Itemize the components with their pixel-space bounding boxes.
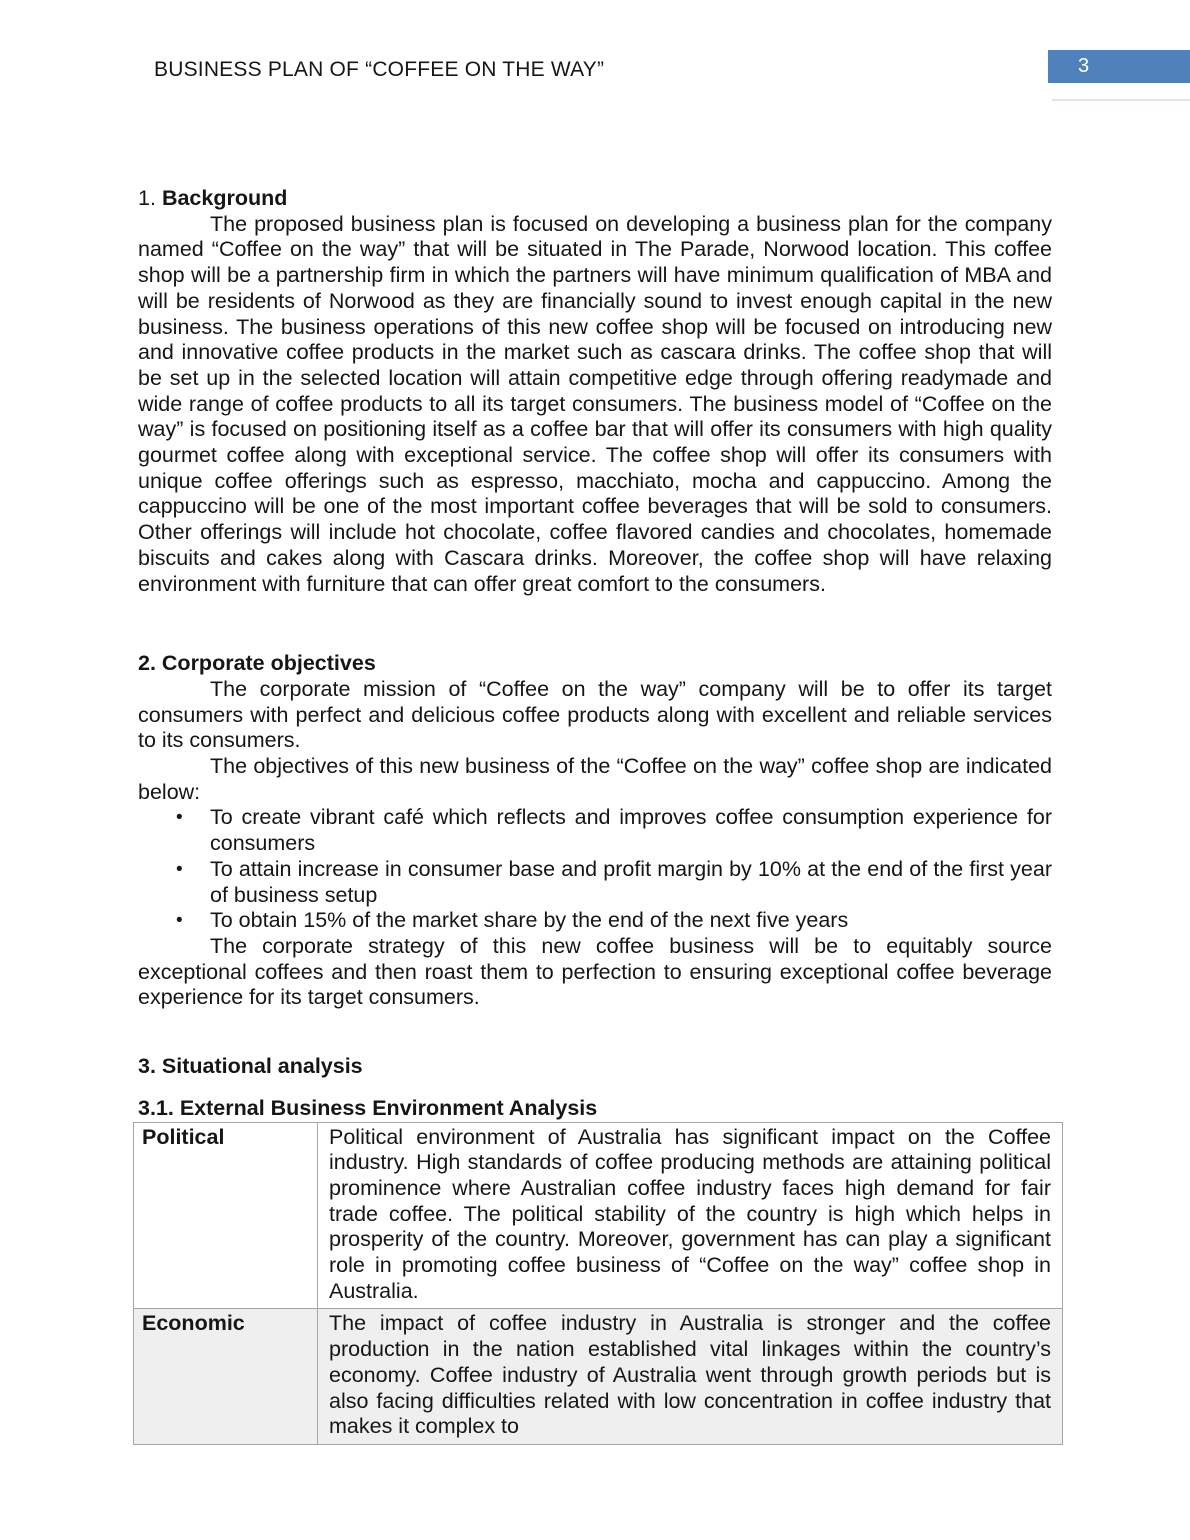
external-environment-table [133, 1122, 1063, 1445]
table-row [134, 1122, 1063, 1309]
corporate-mission-paragraph: The corporate mission of “Coffee on the way” company will be to offer its target consumers with perfect and delicious coffee products along with excellent and reliable services to its consumers. [138, 676, 1052, 753]
table-row-label: Political [134, 1122, 318, 1309]
objective-text: To create vibrant café which reflects and improves coffee consumption experience for consumers [210, 805, 1052, 856]
objective-text: To obtain 15% of the market share by the end of the next five years [210, 908, 849, 933]
page-number: 3 [1078, 55, 1090, 77]
table-row [134, 1309, 1063, 1445]
section-heading-corporate-objectives: 2. Corporate objectives [138, 651, 376, 676]
subsection-heading-external-analysis: 3.1. External Business Environment Analysis [138, 1095, 598, 1120]
objectives-intro-paragraph: The objectives of this new business of the “Coffee on the way” coffee shop are indicated below: [138, 754, 1052, 804]
section-number: 1. [138, 186, 156, 210]
bullet-icon: • [176, 910, 183, 932]
header-rule [1052, 99, 1190, 101]
document-body [138, 186, 1052, 1445]
page-number-badge [1048, 50, 1190, 83]
corporate-strategy-paragraph: The corporate strategy of this new coffee business will be to equitably source exceptional coffees and then roast them to perfection to ensuring exceptional coffee beverage experience for its target consumers. [138, 933, 1052, 1010]
header-title: BUSINESS PLAN OF “COFFEE ON THE WAY” [154, 58, 605, 81]
table-row-text: The impact of coffee industry in Australia is stronger and the coffee production in the nation established vital linkages within the country’s economy. Coffee industry of Australia went through growth periods but is also facing difficulties related with low concentration in coffee industry that makes it complex to [318, 1309, 1063, 1445]
section-title: Background [161, 186, 288, 210]
list-item [176, 857, 1052, 908]
objective-text: To attain increase in consumer base and profit margin by 10% at the end of the first year of business setup [210, 856, 1052, 907]
list-item [176, 908, 1052, 934]
bullet-icon: • [176, 858, 183, 880]
bullet-icon: • [176, 807, 183, 829]
list-item [176, 805, 1052, 856]
background-paragraph: The proposed business plan is focused on developing a business plan for the company named “Coffee on the way” that will be situated in The Parade, Norwood location. This coffee shop will be a partnership firm in which the partners will have minimum qualification of MBA and will be residents of Norwood as they are financially sound to invest enough capital in the new business. The business operations of this new coffee shop will be focused on introducing new and innovative coffee products in the market such as cascara drinks. The coffee shop that will be set up in the selected location will attain competitive edge through offering readymade and wide range of coffee products to all its target consumers. The business model of “Coffee on the way” is focused on positioning itself as a coffee bar that will offer its consumers with high quality gourmet coffee along with exceptional service. The coffee shop will offer its consumers with unique coffee offerings such as espresso, macchiato, mocha and cappuccino. Among the cappuccino will be one of the most important coffee beverages that will be sold to consumers. Other offerings will include hot chocolate, coffee flavored candies and chocolates, homemade biscuits and cakes along with Cascara drinks. Moreover, the coffee shop will have relaxing environment with furniture that can offer great comfort to the consumers. [138, 211, 1052, 596]
objectives-list [138, 805, 1052, 934]
table-row-label: Economic [134, 1309, 318, 1445]
section-heading-background [138, 186, 1052, 212]
section-heading-situational-analysis: 3. Situational analysis [138, 1054, 363, 1079]
table-row-text: Political environment of Australia has significant impact on the Coffee industry. High standards of coffee producing methods are attaining political prominence where Australian coffee industry faces high demand for fair trade coffee. The political stability of the country is high which helps in prosperity of the country. Moreover, government has can play a significant role in promoting coffee business of “Coffee on the way” coffee shop in Australia. [318, 1122, 1063, 1309]
